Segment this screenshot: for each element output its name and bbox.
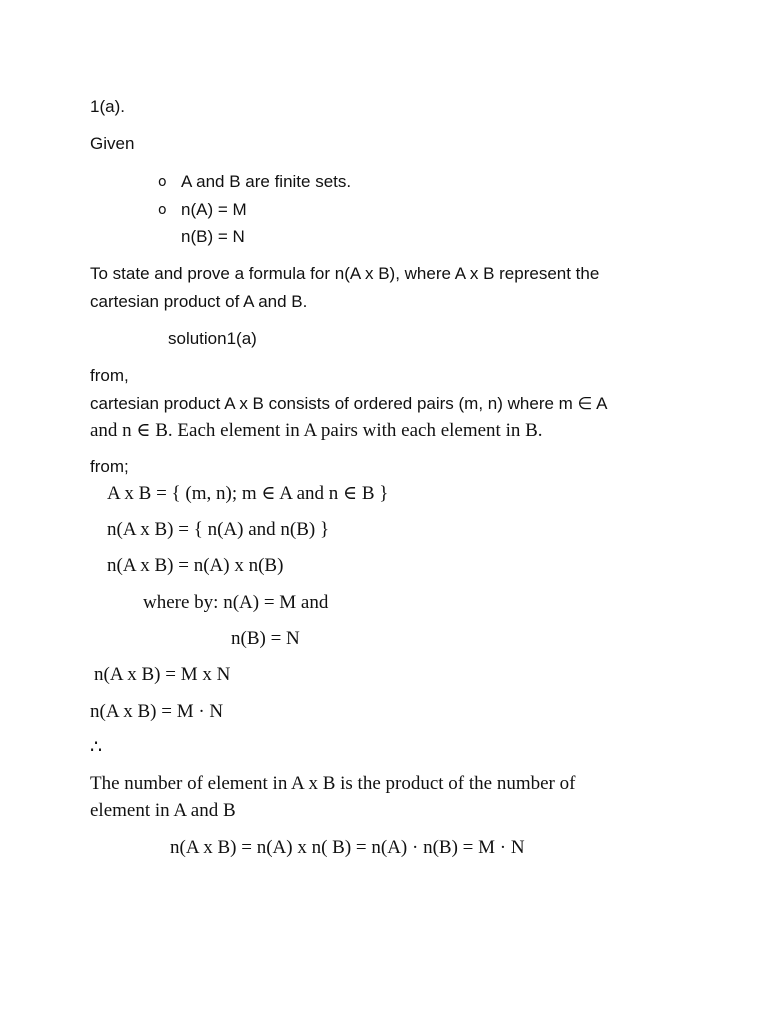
given-label: Given [90, 134, 135, 153]
equation-n-b: n(B) = N [231, 628, 300, 649]
equation-m-dot-n: n(A x B) = M · N [90, 701, 224, 722]
equation-n-ab-product: n(A x B) = n(A) x n(B) [107, 555, 284, 576]
solution-label: solution1(a) [168, 329, 257, 348]
bullet-marker: o [158, 174, 167, 190]
statement-line-1: To state and prove a formula for n(A x B), where A x B represent the [90, 264, 600, 283]
bullet-item-n-b: n(B) = N [181, 227, 245, 246]
bullet-item-finite-sets: A and B are finite sets. [181, 172, 352, 191]
final-equation: n(A x B) = n(A) x n( B) = n(A) · n(B) = M · N [170, 837, 525, 858]
therefore-symbol: ∴ [90, 737, 103, 758]
statement-line-2: cartesian product of A and B. [90, 292, 308, 311]
equation-n-ab-set: n(A x B) = { n(A) and n(B) } [107, 519, 330, 540]
bullet-marker: o [158, 202, 167, 218]
paragraph-line-2: and n ∈ B. Each element in A pairs with each element in B. [90, 420, 543, 441]
bullet-item-n-a: n(A) = M [181, 200, 247, 219]
from-label-2: from; [90, 457, 129, 476]
from-label-1: from, [90, 366, 129, 385]
equation-m-times-n: n(A x B) = M x N [94, 664, 231, 685]
equation-where-by: where by: n(A) = M and [143, 592, 329, 613]
equation-cartesian-set: A x B = { (m, n); m ∈ A and n ∈ B } [107, 483, 389, 504]
question-heading: 1(a). [90, 97, 125, 116]
paragraph-line-1: cartesian product A x B consists of ordered pairs (m, n) where m ∈ A [90, 394, 608, 413]
conclusion-line-1: The number of element in A x B is the product of the number of [90, 773, 576, 794]
conclusion-line-2: element in A and B [90, 800, 236, 821]
